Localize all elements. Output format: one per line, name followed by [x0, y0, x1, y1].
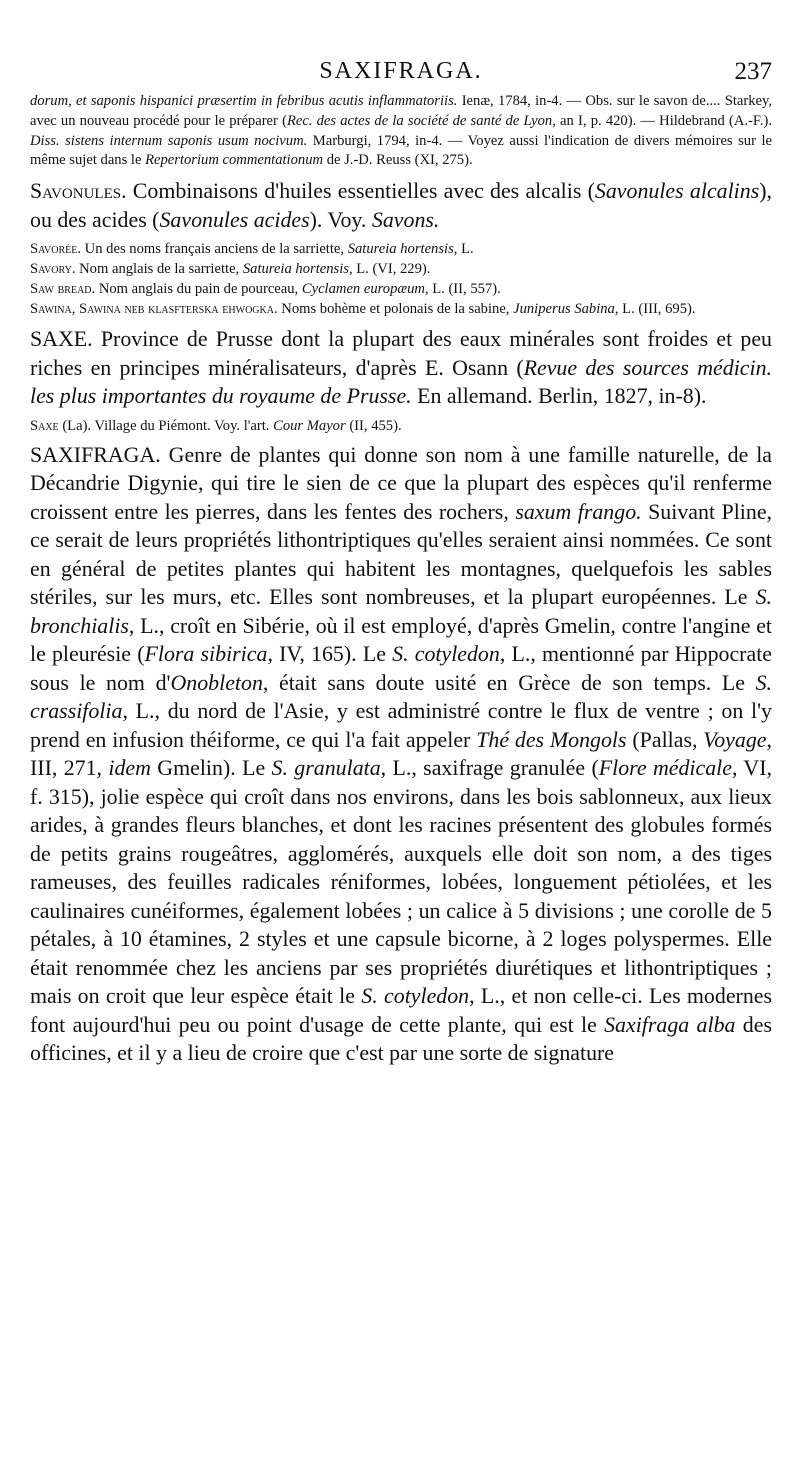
page-header: [30, 52, 772, 92]
text: Province de Prusse dont la plupart des eaux minérales sont froides et peu riches en principes minéralisateurs, d'après E. Osann (: [30, 326, 772, 380]
text-italic: Cour Mayor: [273, 417, 346, 434]
text-italic: Flora sibirica: [144, 641, 268, 667]
text: , VI, f. 315), jolie espèce qui croît dans nos environs, dans les bois sablonneux, aux lieux arides, à grandes fleurs blanches, et dont les racines présentent des globules formés de petits grains rougeâtres, agglomérés, auxquels elle doit son nom, a des tiges rameuses, des feuilles radicales réniformes, lobées, longuement pétiolées, et les caulinaires cunéiformes, également lobées ; un calice à 5 divisions ; une corolle de 5 pétales, à 10 étamines, 2 styles et une capsule bicorne, à 2 loges polyspermes. Elle était renommée chez les anciens par ses propriétés diurétiques et lithontriptiques ; mais on croit que leur espèce était le: [30, 755, 772, 1009]
entry-headword: Savonules.: [30, 178, 127, 204]
text: Marburgi, 1794, in-4. — Voyez aussi l'indication de divers mémoires sur le même sujet dans le: [30, 132, 772, 169]
text-italic: S. granulata: [271, 755, 381, 781]
text: , L. (VI, 229).: [348, 260, 431, 277]
entry-headword: Savorée.: [30, 241, 82, 258]
text: Noms bohème et polonais de la sabine,: [277, 300, 514, 317]
entry-savory: [30, 260, 772, 280]
text: , L.: [453, 241, 474, 258]
text-italic: Voyage: [703, 726, 767, 752]
text: Un des noms français anciens de la sarriette,: [81, 241, 348, 258]
text-italic: S. crassifolia: [30, 669, 773, 724]
text: Genre de plantes qui donne son nom à une famille naturelle, de la Décandrie Digynie, qui tire le sien de ce que la plupart des espèces qu'il renferme croissent entre les pierres, dans les fentes des rochers,: [30, 441, 772, 524]
entry-headword: SAXIFRAGA.: [30, 441, 161, 467]
text-italic: Diss. sistens internum saponis usum nocivum.: [30, 132, 308, 149]
text: , L. (II, 557).: [424, 280, 501, 297]
entry-headword: SAXE.: [30, 326, 93, 352]
bibliography-continuation: [30, 92, 772, 171]
text: de J.-D. Reuss (XI, 275).: [323, 152, 473, 169]
text-italic: Rec. des actes de la société de santé de Lyon: [286, 112, 553, 129]
text-italic: S. bronchialis: [30, 584, 772, 638]
text-italic: Saxifraga alba: [604, 1011, 736, 1037]
text: Ienæ, 1784, in-4. — Obs. sur le savon de.... Starkey, avec un nouveau procédé pour le préparer (: [30, 93, 772, 129]
page-number: 237: [734, 58, 772, 85]
text-italic: Savonules acides: [159, 206, 310, 232]
text: (II, 455).: [345, 417, 402, 434]
entry-saxifraga: [30, 441, 772, 1068]
text: Nom anglais de la sarriette,: [75, 260, 243, 277]
text-italic: Thé des Mongols: [476, 726, 627, 752]
text: ), ou des acides (: [30, 178, 772, 232]
entry-savoree: [30, 240, 772, 260]
entry-headword: Saw bread.: [30, 280, 96, 297]
entry-headword: Sawina, Sawina neb klasfterska ehwogka.: [30, 300, 278, 317]
text: (Pallas,: [626, 726, 704, 752]
entry-saxe-la: [30, 417, 772, 437]
text: , L., croît en Sibérie, où il est employé, d'après Gmelin, contre l'angine et le pleurésie (: [30, 612, 772, 667]
text: , L., du nord de l'Asie, y est administré contre le flux de ventre ; on l'y prend en infusion théiforme, ce qui l'a fait appeler: [30, 698, 772, 752]
text: Gmelin). Le: [150, 755, 272, 781]
entry-headword: Saxe: [30, 417, 59, 434]
text-italic: Onobleton: [170, 669, 263, 695]
entry-sawina: [30, 300, 772, 320]
entry-saw-bread: [30, 280, 772, 300]
running-title: SAXIFRAGA.: [319, 58, 483, 84]
text-italic: Repertorium commentationum: [145, 152, 324, 169]
text: (La). Village du Piémont. Voy. l'art.: [58, 417, 274, 434]
text: , L., mentionné par Hippocrate sous le nom d': [30, 641, 772, 695]
text: Nom anglais du pain de pourceau,: [95, 280, 302, 297]
text: des officines, et il y a lieu de croire que c'est par une sorte de signature: [30, 1011, 772, 1066]
text: , L., et non celle-ci. Les modernes font aujourd'hui peu ou point d'usage de cette plante, qui est le: [30, 983, 773, 1037]
text-italic: Satureia hortensis: [347, 241, 454, 258]
text-italic: saxum frango.: [515, 498, 642, 524]
text: ). Voy.: [309, 206, 372, 232]
text-italic: S. cotyledon: [392, 641, 500, 667]
text-italic: Savons.: [371, 206, 440, 232]
entry-savonules: [30, 177, 772, 234]
text-italic: Cyclamen europæum: [301, 280, 425, 297]
text: , an I, p. 420). — Hildebrand (A.-F.).: [552, 112, 772, 129]
entry-saxe: [30, 325, 772, 411]
text-italic: Satureia hortensis: [242, 260, 349, 277]
text: , était sans doute usité en Grèce de son temps. Le: [262, 669, 756, 695]
text: , IV, 165). Le: [267, 641, 393, 667]
text: En allemand. Berlin, 1827, in-8).: [411, 383, 707, 409]
entry-headword: Savory.: [30, 260, 76, 277]
text-italic: Flore médicale: [598, 755, 732, 781]
document-page: [30, 52, 772, 1068]
text: , III, 271,: [30, 726, 772, 781]
text-italic: idem: [108, 755, 151, 781]
text: , L., saxifrage granulée (: [380, 755, 599, 781]
text-italic: S. cotyledon: [361, 983, 470, 1009]
text: , L. (III, 695).: [614, 300, 696, 317]
text-italic: Revue des sources médicin. les plus importantes du royaume de Prusse.: [30, 354, 772, 409]
text: Suivant Pline, ce serait de leurs propriétés lithontriptiques qu'elles seraient ainsi nommées. Ce sont en général de petites plantes qui habitent les montagnes, quelquefois les sables stériles, sur les murs, etc. Elles sont nombreuses, et la plupart européennes. Le: [30, 498, 773, 610]
text-italic: Juniperus Sabina: [513, 300, 615, 317]
text-italic: dorum, et saponis hispanici præsertim in febribus acutis inflammatoriis.: [30, 93, 458, 109]
text: Combinaisons d'huiles essentielles avec des alcalis (: [126, 178, 595, 204]
text-italic: Savonules alcalins: [594, 178, 760, 204]
